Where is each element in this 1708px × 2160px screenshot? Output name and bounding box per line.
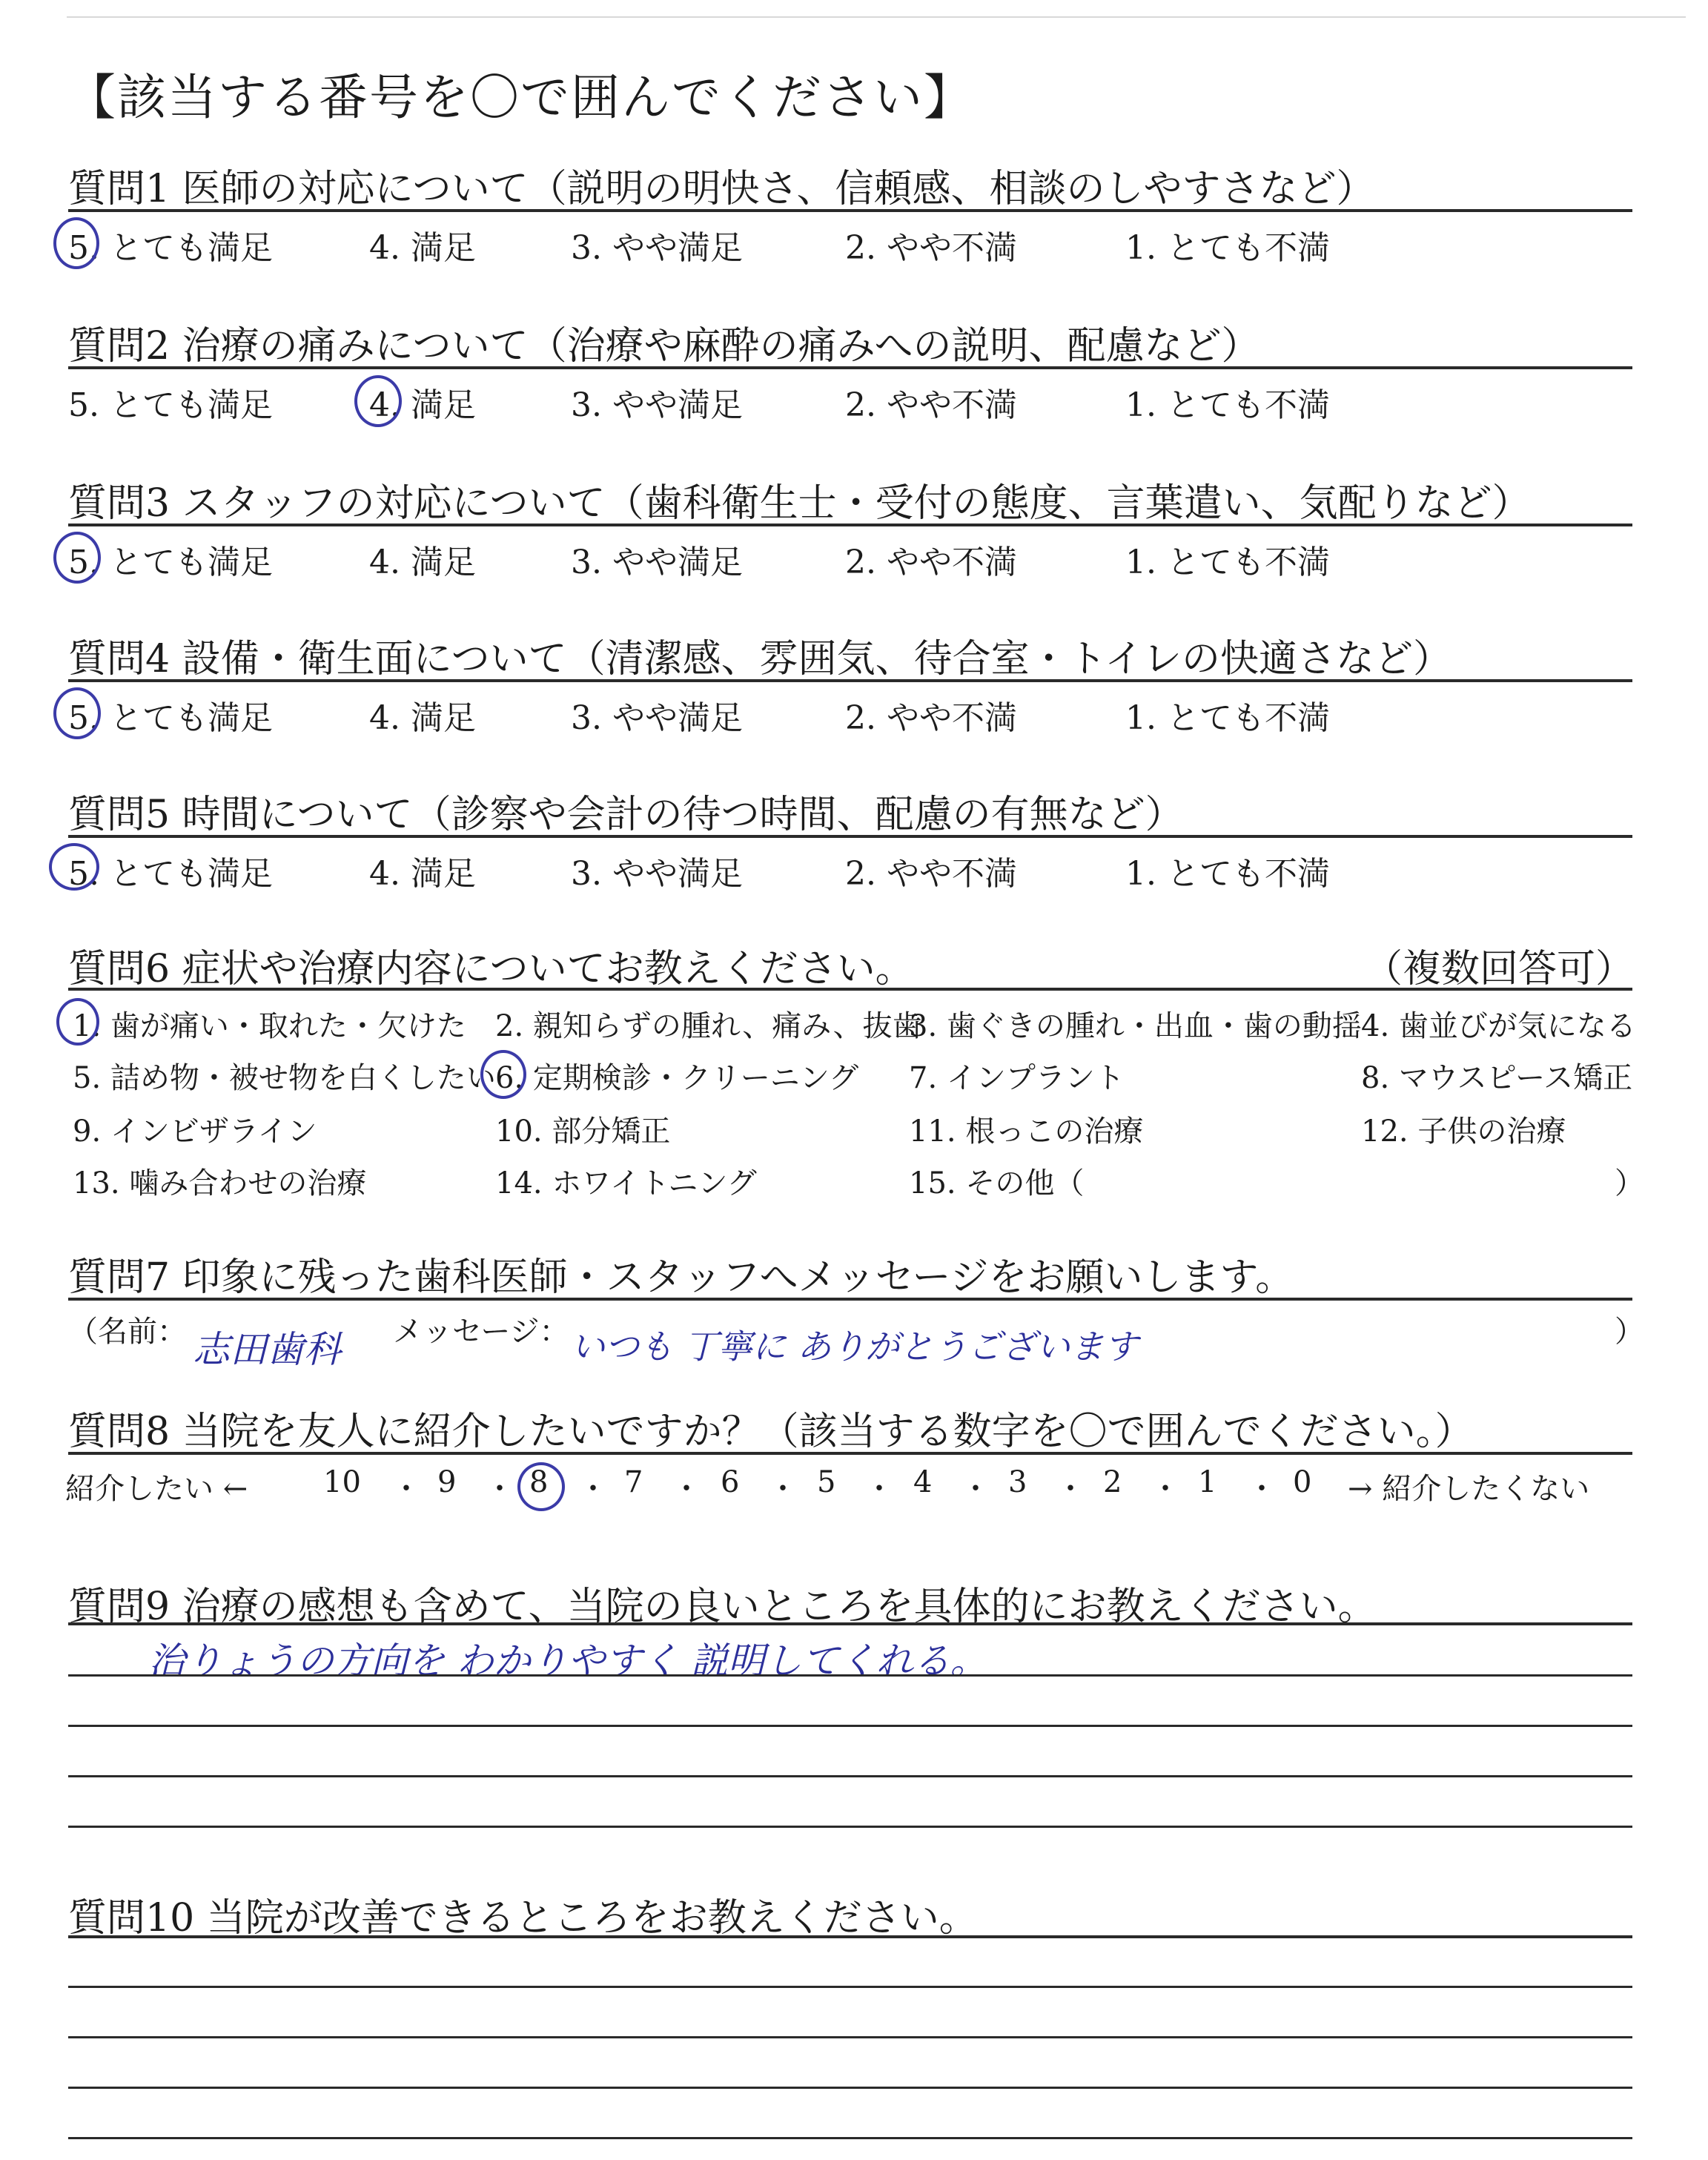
q2-option-3[interactable]: 3. やや満足 <box>571 386 743 424</box>
question-6-note: （複数回答可） <box>1364 947 1635 991</box>
q2-selection-circle <box>354 375 402 427</box>
question-4-title: 質問4 設備・衛生面について（清潔感、雰囲気、待合室・トイレの快適さなど） <box>68 637 1452 681</box>
q6-option-3[interactable]: 3. 歯ぐきの腫れ・出血・歯の動揺 <box>909 1009 1362 1043</box>
question-1-title: 質問1 医師の対応について（説明の明快さ、信頼感、相談のしやすさなど） <box>68 167 1375 211</box>
q6-option-4[interactable]: 4. 歯並びが気になる <box>1361 1009 1636 1043</box>
q4-option-3[interactable]: 3. やや満足 <box>571 699 743 737</box>
q5-option-5[interactable]: 5. とても満足 <box>68 855 273 893</box>
q9-answer-line-4 <box>68 1826 1632 1828</box>
q7-name-handwritten: 志田歯科 <box>193 1328 341 1371</box>
question-4-rule <box>68 679 1632 682</box>
q8-sep-7: ・ <box>961 1472 990 1506</box>
q9-answer-line-2 <box>68 1725 1632 1727</box>
q5-option-1[interactable]: 1. とても不満 <box>1125 855 1330 893</box>
q4-selection-circle <box>53 687 101 739</box>
q10-answer-line-3 <box>68 2087 1632 2089</box>
question-1-rule <box>68 209 1632 212</box>
question-10-title: 質問10 当院が改善できるところをお教えください。 <box>68 1896 978 1941</box>
q8-scale-8[interactable]: 8 <box>529 1465 549 1499</box>
q3-option-2[interactable]: 2. やや不満 <box>845 544 1017 581</box>
question-9-title: 質問9 治療の感想も含めて、当院の良いところを具体的にお教えください。 <box>68 1585 1377 1629</box>
q10-answer-line-2 <box>68 2036 1632 2038</box>
q8-sep-9: ・ <box>1151 1472 1180 1506</box>
q8-scale-4[interactable]: 4 <box>913 1465 933 1499</box>
q1-option-5[interactable]: 5. とても満足 <box>68 229 273 267</box>
q3-selection-circle <box>53 532 101 584</box>
q7-close-paren: ） <box>1615 1315 1644 1349</box>
q3-option-5[interactable]: 5. とても満足 <box>68 544 273 581</box>
q6-option-2[interactable]: 2. 親知らずの腫れ、痛み、抜歯 <box>495 1009 922 1043</box>
q8-sep-8: ・ <box>1056 1472 1085 1506</box>
question-6-title: 質問6 症状や治療内容についてお教えください。 <box>68 947 914 991</box>
question-3-rule <box>68 524 1632 526</box>
q8-sep-4: ・ <box>672 1472 701 1506</box>
q1-selection-circle <box>53 217 99 269</box>
q6-option-7[interactable]: 7. インプラント <box>909 1061 1125 1095</box>
q4-option-5[interactable]: 5. とても満足 <box>68 699 273 737</box>
question-7-title: 質問7 印象に残った歯科医師・スタッフへメッセージをお願いします。 <box>68 1255 1294 1300</box>
q8-scale-7[interactable]: 7 <box>624 1465 643 1499</box>
q8-sep-3: ・ <box>578 1472 608 1506</box>
q7-name-label: （名前： <box>68 1315 187 1349</box>
q6-option-12[interactable]: 12. 子供の治療 <box>1361 1114 1566 1149</box>
q8-scale-5[interactable]: 5 <box>817 1465 836 1499</box>
question-3-title: 質問3 スタッフの対応について（歯科衛生士・受付の態度、言葉遣い、気配りなど） <box>68 481 1531 526</box>
q6-option-9[interactable]: 9. インビザライン <box>73 1114 317 1149</box>
q2-option-5[interactable]: 5. とても満足 <box>68 386 273 424</box>
q8-sep-2: ・ <box>485 1472 514 1506</box>
q1-option-4[interactable]: 4. 満足 <box>369 229 476 267</box>
question-8-title: 質問8 当院を友人に紹介したいですか？（該当する数字を〇で囲んでください。） <box>68 1410 1474 1454</box>
q5-selection-circle <box>49 843 99 891</box>
q8-sep-10: ・ <box>1247 1472 1277 1506</box>
question-8-rule <box>68 1452 1632 1455</box>
q8-scale-0[interactable]: 0 <box>1293 1465 1312 1499</box>
q8-sep-1: ・ <box>391 1472 421 1506</box>
q6-option-15[interactable]: 15. その他（ <box>909 1166 1085 1200</box>
q8-scale-3[interactable]: 3 <box>1008 1465 1027 1499</box>
q8-left-label: 紹介したい ← <box>65 1472 248 1506</box>
q8-sep-6: ・ <box>864 1472 894 1506</box>
q6-option-6[interactable]: 6. 定期検診・クリーニング <box>495 1061 859 1095</box>
question-7-rule <box>68 1298 1632 1301</box>
q8-right-label: → 紹介したくない <box>1348 1472 1590 1506</box>
q10-answer-line-1 <box>68 1986 1632 1988</box>
q6-option-13[interactable]: 13. 噛み合わせの治療 <box>73 1166 367 1200</box>
q3-option-3[interactable]: 3. やや満足 <box>571 544 743 581</box>
q9-handwritten-answer: 治りょうの方向を わかりやすく 説明してくれる。 <box>148 1639 987 1682</box>
question-6-rule <box>68 988 1632 991</box>
q7-message-handwritten: いつも 丁寧に ありがとうございます <box>571 1327 1139 1367</box>
top-border <box>67 16 1686 18</box>
q6-option-1[interactable]: 1. 歯が痛い・取れた・欠けた <box>73 1009 466 1043</box>
question-2-title: 質問2 治療の痛みについて（治療や麻酔の痛みへの説明、配慮など） <box>68 324 1260 369</box>
q2-option-2[interactable]: 2. やや不満 <box>845 386 1017 424</box>
q10-answer-line-4 <box>68 2137 1632 2139</box>
q8-scale-1[interactable]: 1 <box>1198 1465 1217 1499</box>
q5-option-2[interactable]: 2. やや不満 <box>845 855 1017 893</box>
q8-selection-circle <box>517 1462 565 1511</box>
instruction-header: 【該当する番号を〇で囲んでください】 <box>67 69 974 126</box>
q6-option-8[interactable]: 8. マウスピース矯正 <box>1361 1061 1633 1095</box>
q8-sep-5: ・ <box>768 1472 798 1506</box>
q8-scale-9[interactable]: 9 <box>437 1465 457 1499</box>
q3-option-4[interactable]: 4. 満足 <box>369 544 476 581</box>
q2-option-4[interactable]: 4. 満足 <box>369 386 476 424</box>
q1-option-3[interactable]: 3. やや満足 <box>571 229 743 267</box>
q5-option-3[interactable]: 3. やや満足 <box>571 855 743 893</box>
question-9-rule <box>68 1622 1632 1625</box>
q8-scale-6[interactable]: 6 <box>721 1465 740 1499</box>
q9-answer-line-1 <box>68 1674 1632 1677</box>
q6-option-11[interactable]: 11. 根っこの治療 <box>909 1114 1144 1149</box>
q8-scale-10[interactable]: 10 <box>323 1465 361 1499</box>
q6-selection-circle-1 <box>56 998 99 1046</box>
q2-option-1[interactable]: 1. とても不満 <box>1125 386 1330 424</box>
q5-option-4[interactable]: 4. 満足 <box>369 855 476 893</box>
question-5-rule <box>68 835 1632 838</box>
q4-option-4[interactable]: 4. 満足 <box>369 699 476 737</box>
q6-option-5[interactable]: 5. 詰め物・被せ物を白くしたい <box>73 1061 496 1095</box>
question-5-title: 質問5 時間について（診察や会計の待つ時間、配慮の有無など） <box>68 793 1184 837</box>
q6-option-14[interactable]: 14. ホワイトニング <box>495 1166 757 1200</box>
q9-answer-line-3 <box>68 1775 1632 1777</box>
q6-selection-circle-6 <box>480 1050 526 1099</box>
q4-option-1[interactable]: 1. とても不満 <box>1125 699 1330 737</box>
q1-option-1[interactable]: 1. とても不満 <box>1125 229 1330 267</box>
question-10-rule <box>68 1935 1632 1938</box>
q6-option-15-close: ） <box>1615 1166 1644 1200</box>
q1-option-2[interactable]: 2. やや不満 <box>845 229 1017 267</box>
q6-option-10[interactable]: 10. 部分矯正 <box>495 1114 671 1149</box>
q7-message-label: メッセージ： <box>393 1315 569 1349</box>
q8-scale-2[interactable]: 2 <box>1103 1465 1122 1499</box>
question-2-rule <box>68 366 1632 369</box>
q3-option-1[interactable]: 1. とても不満 <box>1125 544 1330 581</box>
q4-option-2[interactable]: 2. やや不満 <box>845 699 1017 737</box>
